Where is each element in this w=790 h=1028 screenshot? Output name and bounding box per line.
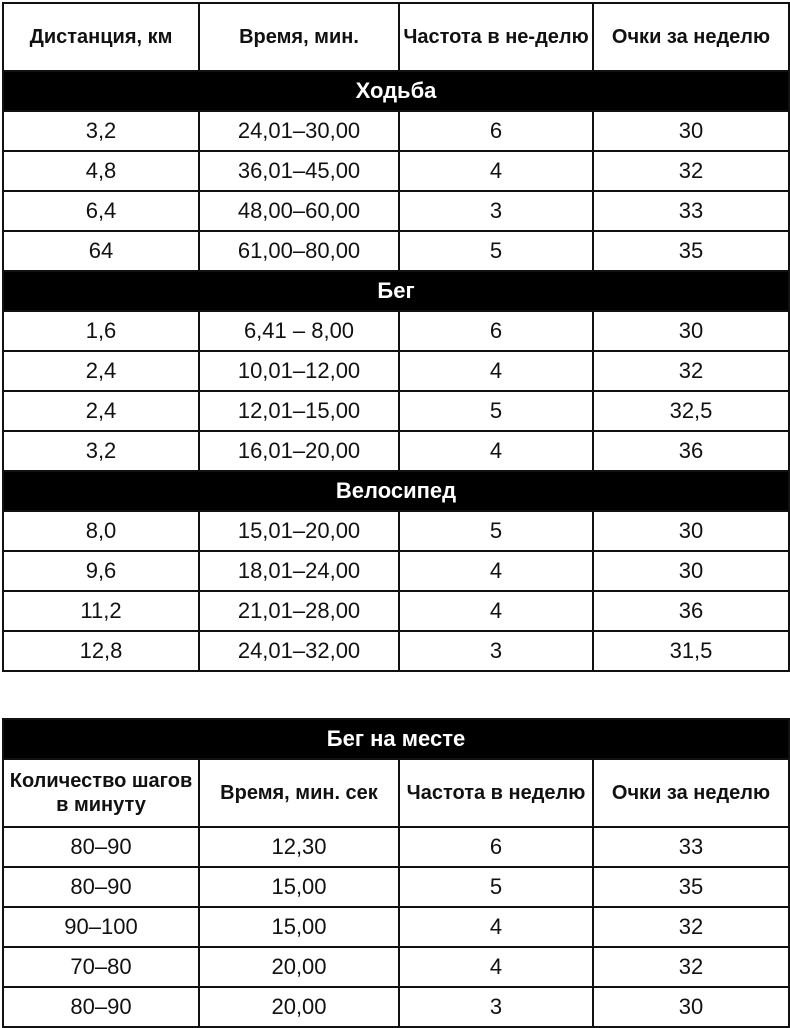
cell-frequency: 6	[399, 311, 593, 351]
exercise-points-table	[2, 2, 790, 672]
cell-frequency: 4	[399, 947, 593, 987]
cell-time: 12,01–15,00	[199, 391, 399, 431]
header-frequency: Частота в неделю	[399, 759, 593, 827]
cell-time: 10,01–12,00	[199, 351, 399, 391]
cell-time: 18,01–24,00	[199, 551, 399, 591]
table-row	[3, 231, 789, 271]
cell-points: 30	[593, 511, 789, 551]
table-row	[3, 151, 789, 191]
cell-time: 48,00–60,00	[199, 191, 399, 231]
cell-distance: 2,4	[3, 351, 199, 391]
cell-time: 24,01–32,00	[199, 631, 399, 671]
header-time: Время, мин. сек	[199, 759, 399, 827]
cell-distance: 9,6	[3, 551, 199, 591]
cell-frequency: 4	[399, 907, 593, 947]
cell-frequency: 3	[399, 191, 593, 231]
table-header-row	[3, 759, 789, 827]
table-row	[3, 551, 789, 591]
cell-frequency: 4	[399, 151, 593, 191]
cell-time: 6,41 – 8,00	[199, 311, 399, 351]
cell-points: 35	[593, 231, 789, 271]
running-in-place-title: Бег на месте	[3, 719, 789, 759]
table-row	[3, 111, 789, 151]
table-row	[3, 947, 789, 987]
cell-distance: 12,8	[3, 631, 199, 671]
section-row	[3, 471, 789, 511]
cell-steps: 70–80	[3, 947, 199, 987]
table-row	[3, 191, 789, 231]
cell-frequency: 5	[399, 867, 593, 907]
cell-steps: 80–90	[3, 867, 199, 907]
cell-frequency: 3	[399, 987, 593, 1027]
cell-points: 35	[593, 867, 789, 907]
cell-distance: 11,2	[3, 591, 199, 631]
cell-points: 30	[593, 311, 789, 351]
cell-time: 21,01–28,00	[199, 591, 399, 631]
cell-steps: 80–90	[3, 827, 199, 867]
cell-time: 20,00	[199, 947, 399, 987]
cell-points: 32,5	[593, 391, 789, 431]
section-title: Ходьба	[3, 71, 789, 111]
cell-distance: 8,0	[3, 511, 199, 551]
cell-points: 32	[593, 151, 789, 191]
cell-distance: 3,2	[3, 431, 199, 471]
header-steps-per-minute: Количество шагов в минуту	[3, 759, 199, 827]
cell-steps: 80–90	[3, 987, 199, 1027]
cell-distance: 2,4	[3, 391, 199, 431]
table-row	[3, 907, 789, 947]
header-distance: Дистанция, км	[3, 3, 199, 71]
cell-points: 32	[593, 351, 789, 391]
table-row	[3, 987, 789, 1027]
cell-time: 15,01–20,00	[199, 511, 399, 551]
cell-points: 33	[593, 191, 789, 231]
header-points: Очки за неделю	[593, 3, 789, 71]
cell-points: 32	[593, 907, 789, 947]
cell-frequency: 4	[399, 351, 593, 391]
cell-frequency: 4	[399, 431, 593, 471]
cell-distance: 4,8	[3, 151, 199, 191]
table-row	[3, 391, 789, 431]
table-row	[3, 311, 789, 351]
cell-points: 30	[593, 551, 789, 591]
cell-distance: 64	[3, 231, 199, 271]
cell-frequency: 5	[399, 231, 593, 271]
section-title: Велосипед	[3, 471, 789, 511]
header-points: Очки за неделю	[593, 759, 789, 827]
table-row	[3, 827, 789, 867]
cell-distance: 3,2	[3, 111, 199, 151]
cell-time: 15,00	[199, 867, 399, 907]
cell-points: 31,5	[593, 631, 789, 671]
cell-frequency: 6	[399, 827, 593, 867]
cell-time: 12,30	[199, 827, 399, 867]
cell-time: 15,00	[199, 907, 399, 947]
header-frequency: Частота в не-делю	[399, 3, 593, 71]
cell-frequency: 5	[399, 391, 593, 431]
cell-points: 32	[593, 947, 789, 987]
table-row	[3, 511, 789, 551]
cell-time: 36,01–45,00	[199, 151, 399, 191]
table-row	[3, 631, 789, 671]
header-time: Время, мин.	[199, 3, 399, 71]
cell-steps: 90–100	[3, 907, 199, 947]
section-row	[3, 71, 789, 111]
cell-time: 20,00	[199, 987, 399, 1027]
cell-points: 36	[593, 431, 789, 471]
running-in-place-table	[2, 718, 790, 1028]
cell-distance: 6,4	[3, 191, 199, 231]
table-row	[3, 351, 789, 391]
section-title: Бег	[3, 271, 789, 311]
table-title-row	[3, 719, 789, 759]
cell-frequency: 4	[399, 551, 593, 591]
table-header-row	[3, 3, 789, 71]
cell-time: 16,01–20,00	[199, 431, 399, 471]
cell-time: 24,01–30,00	[199, 111, 399, 151]
cell-points: 30	[593, 111, 789, 151]
table-row	[3, 867, 789, 907]
cell-points: 36	[593, 591, 789, 631]
cell-frequency: 6	[399, 111, 593, 151]
cell-points: 30	[593, 987, 789, 1027]
cell-points: 33	[593, 827, 789, 867]
table-row	[3, 591, 789, 631]
cell-time: 61,00–80,00	[199, 231, 399, 271]
cell-frequency: 3	[399, 631, 593, 671]
cell-frequency: 4	[399, 591, 593, 631]
section-row	[3, 271, 789, 311]
cell-distance: 1,6	[3, 311, 199, 351]
table-row	[3, 431, 789, 471]
cell-frequency: 5	[399, 511, 593, 551]
